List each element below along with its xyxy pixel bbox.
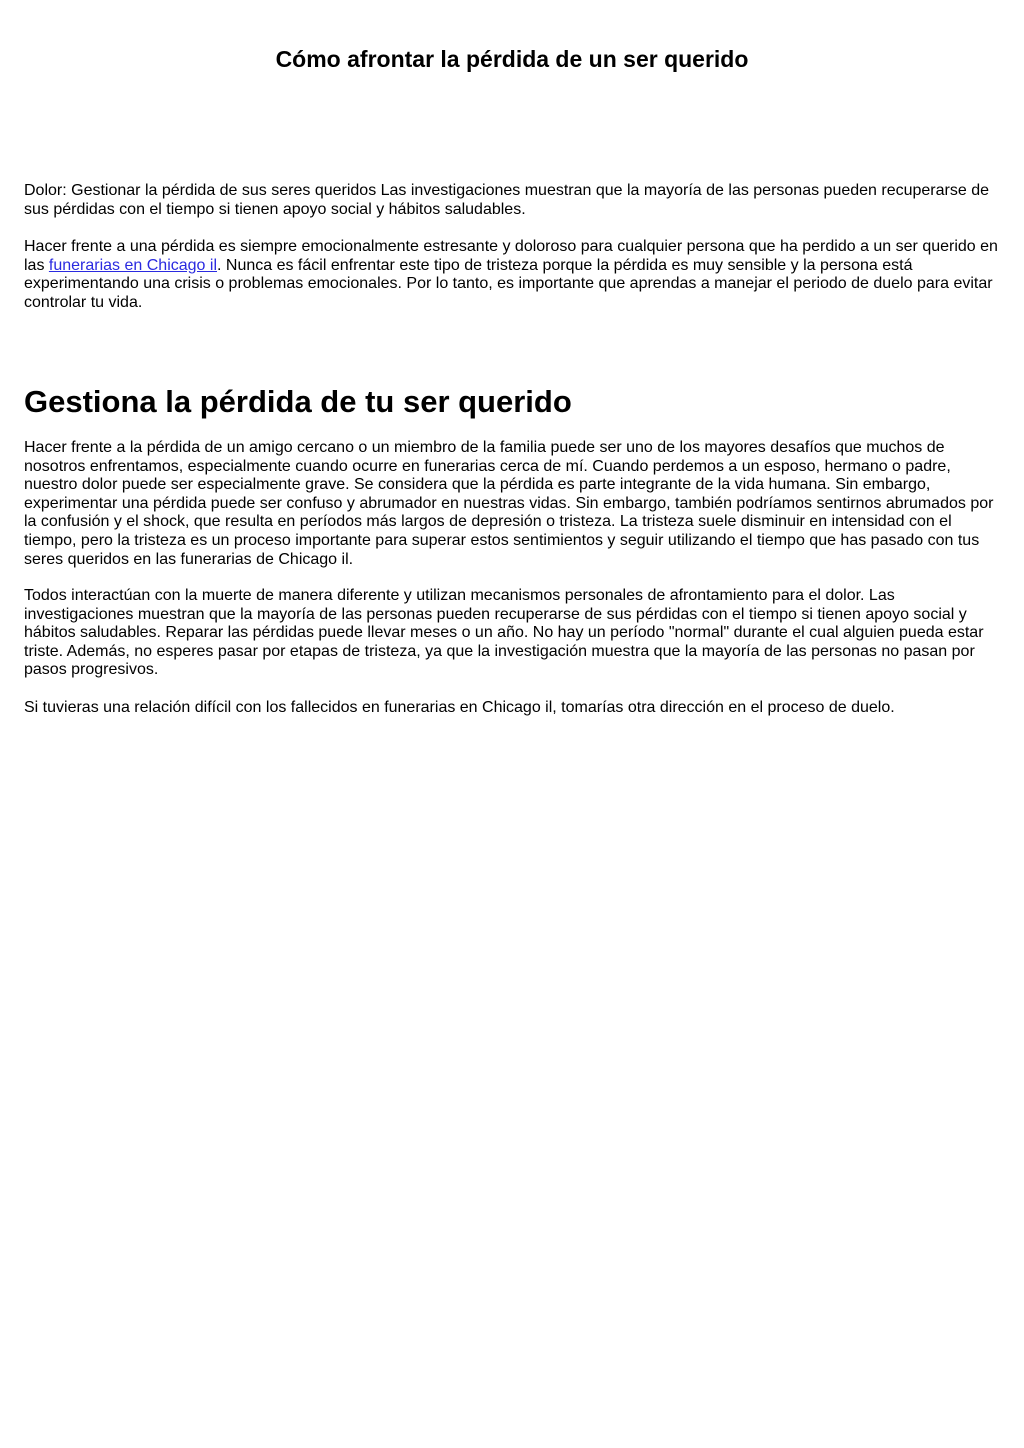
paragraph-2-text-before: Hacer frente a una pérdida es siempre emocionalmente estresante y doloroso para cualquier persona que ha perdido a un ser querido en las bbox=[24, 238, 998, 274]
paragraph-2-text-after: . Nunca es fácil enfrentar este tipo de tristeza porque la pérdida es muy sensible y la persona está experimentando una crisis o problemas emocionales. Por lo tanto, es importante que aprendas a manejar el periodo de duelo para evitar controlar tu vida. bbox=[24, 256, 993, 311]
paragraph-5: Si tuvieras una relación difícil con los fallecidos en funerarias en Chicago il, tomarías otra dirección en el proceso de duelo. bbox=[24, 699, 895, 716]
funerarias-chicago-link[interactable]: funerarias en Chicago il bbox=[48, 256, 217, 274]
section-heading: Gestiona la pérdida de tu ser querido bbox=[24, 384, 572, 419]
paragraph-3: Hacer frente a la pérdida de un amigo cercano o un miembro de la familia puede ser uno de los mayores desafíos que muchos de nosotros enfrentamos, especialmente cuando ocurre en funerarias cerca de mí. Cuando perdemos a un esposo, hermano o padre, nuestro dolor puede ser especialmente grave. Se considera que la pérdida es parte integrante de la vida humana. Sin embargo, experimentar una pérdida puede ser confuso y abrumador en nuestras vidas. Sin embargo, también podríamos sentirnos abrumados por la confusión y el shock, que resulta en períodos más largos de depresión o tristeza. La tristeza suele disminuir en intensidad con el tiempo, pero la tristeza es un proceso importante para superar estos sentimientos y seguir utilizando el tiempo que has pasado con tus seres queridos en las funerarias de Chicago il. bbox=[24, 439, 994, 568]
paragraph-4: Todos interactúan con la muerte de manera diferente y utilizan mecanismos personales de afrontamiento para el dolor. Las investigaciones muestran que la mayoría de las personas pueden recuperarse de sus pérdidas con el tiempo si tienen apoyo social y hábitos saludables. Reparar las pérdidas puede llevar meses o un año. No hay un período "normal" durante el cual alguien pueda estar triste. Además, no esperes pasar por etapas de tristeza, ya que la investigación muestra que la mayoría de las personas no pasan por pasos progresivos. bbox=[24, 587, 984, 679]
paragraph-2 bbox=[24, 238, 1000, 312]
document-title: Cómo afrontar la pérdida de un ser querido bbox=[275, 46, 749, 72]
intro-paragraph: Dolor: Gestionar la pérdida de sus seres queridos Las investigaciones muestran que la mayoría de las personas pueden recuperarse de sus pérdidas con el tiempo si tienen apoyo social y hábitos saludables. bbox=[24, 182, 989, 218]
